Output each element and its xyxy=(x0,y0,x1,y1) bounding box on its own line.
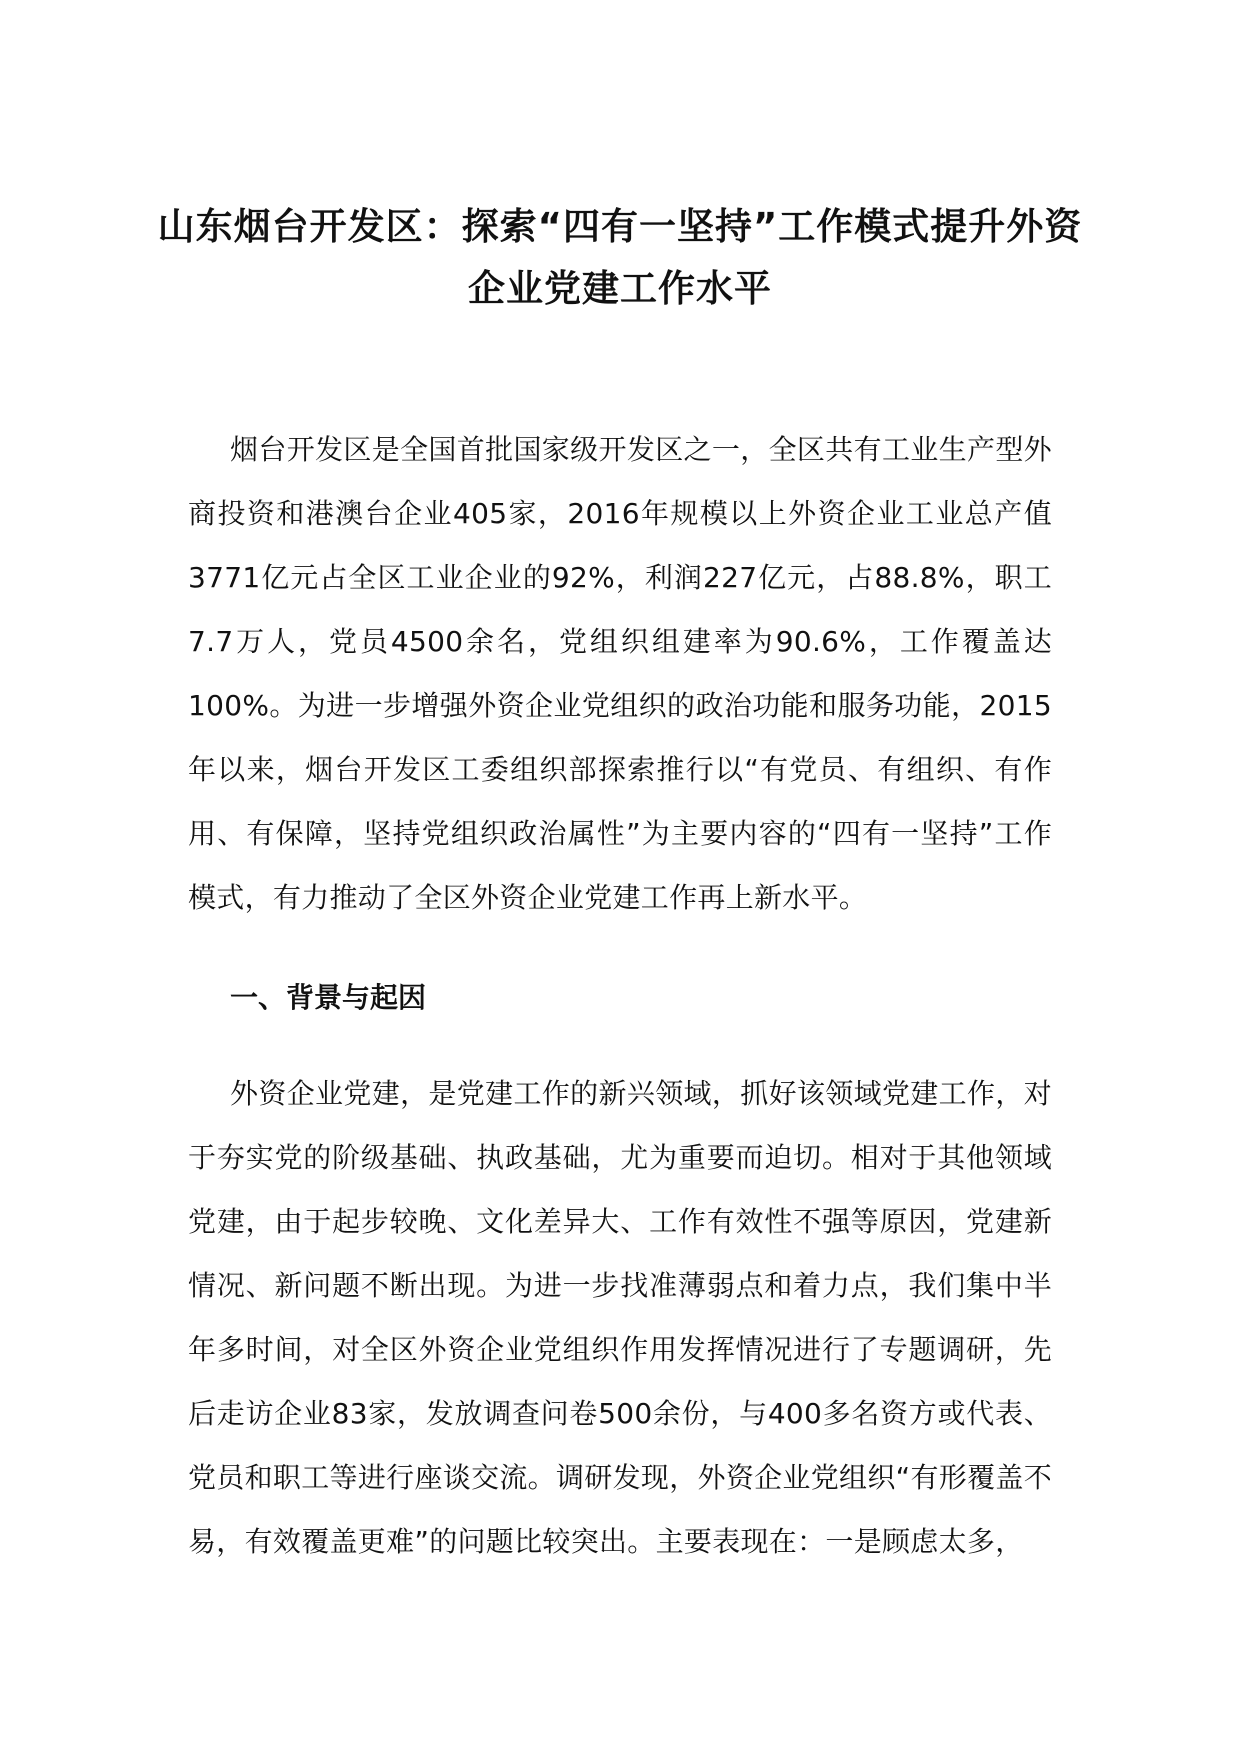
document-title: 山东烟台开发区：探索“四有一坚持”工作模式提升外资企业党建工作水平 xyxy=(157,205,1083,310)
body-paragraph: 烟台开发区是全国首批国家级开发区之一，全区共有工业生产型外商投资和港澳台企业405家，2016年规模以上外资企业工业总产值3771亿元占全区工业企业的92%，利润227亿元，占88.8%，职工7.7万人，党员4500余名，党组织组建率为90.6%，工作覆盖达100%。为进一步增强外资企业党组织的政治功能和服务功能，2015年以来，烟台开发区工委组织部探索推行以“有党员、有组织、有作用、有保障，坚持党组织政治属性”为主要内容的“四有一坚持”工作模式，有力推动了全区外资企业党建工作再上新水平。 xyxy=(188,433,1052,914)
section-heading: 一、背景与起因 xyxy=(230,981,427,1014)
body-paragraph: 外资企业党建，是党建工作的新兴领域，抓好该领域党建工作，对于夯实党的阶级基础、执政基础，尤为重要而迫切。相对于其他领域党建，由于起步较晚、文化差异大、工作有效性不强等原因，党建新情况、新问题不断出现。为进一步找准薄弱点和着力点，我们集中半年多时间，对全区外资企业党组织作用发挥情况进行了专题调研，先后走访企业83家，发放调查问卷500余份，与400多名资方或代表、党员和职工等进行座谈交流。调研发现，外资企业党组织“有形覆盖不易，有效覆盖更难”的问题比较突出。主要表现在：一是顾虑太多， xyxy=(188,1077,1052,1558)
